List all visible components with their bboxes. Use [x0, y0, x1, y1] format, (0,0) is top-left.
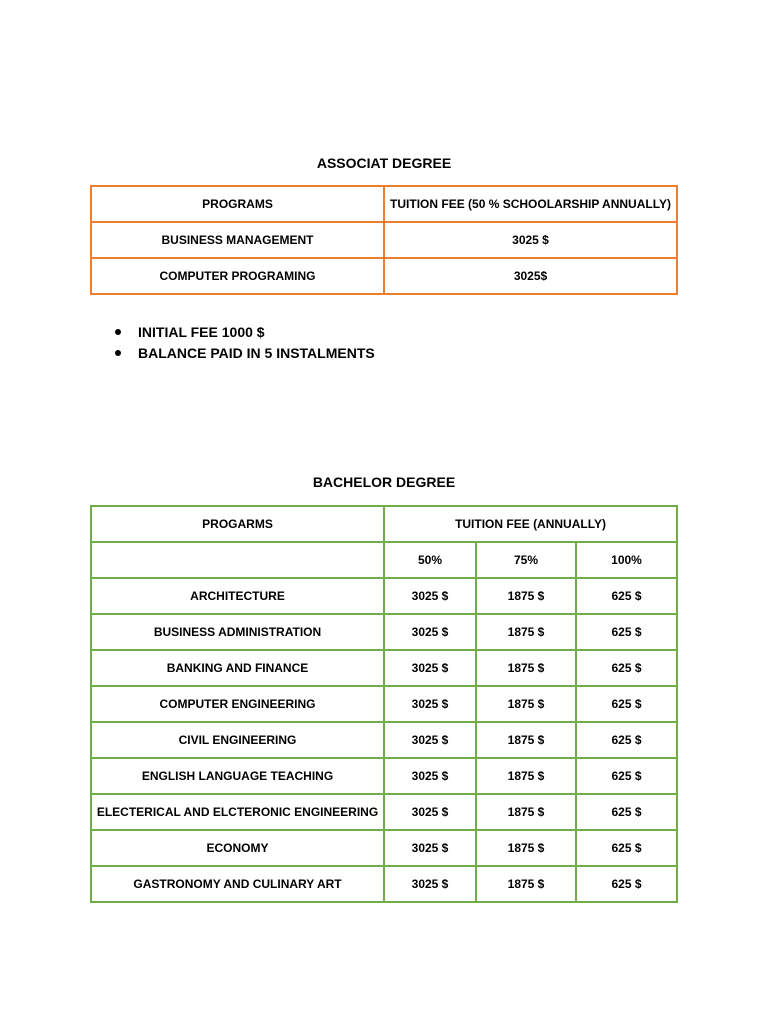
list-item [115, 322, 375, 343]
fee-50-percent: 3025 $ [384, 686, 476, 722]
table-header-row [91, 506, 677, 542]
table-row [91, 222, 677, 258]
header-programs: PROGARMS [91, 506, 384, 542]
table-row [91, 866, 677, 902]
program-name: COMPUTER ENGINEERING [91, 686, 384, 722]
scholarship-levels-row [91, 542, 677, 578]
fee-75-percent: 1875 $ [476, 578, 576, 614]
fee-75-percent: 1875 $ [476, 758, 576, 794]
fee-100-percent: 625 $ [576, 794, 677, 830]
program-name: ENGLISH LANGUAGE TEACHING [91, 758, 384, 794]
fee-100-percent: 625 $ [576, 758, 677, 794]
scholarship-level: 100% [576, 542, 677, 578]
header-tuition-fee: TUITION FEE (ANNUALLY) [384, 506, 677, 542]
fee-100-percent: 625 $ [576, 578, 677, 614]
fee-75-percent: 1875 $ [476, 794, 576, 830]
fee-100-percent: 625 $ [576, 614, 677, 650]
scholarship-level: 75% [476, 542, 576, 578]
fee-100-percent: 625 $ [576, 722, 677, 758]
table-row [91, 578, 677, 614]
table-row [91, 614, 677, 650]
program-name: COMPUTER PROGRAMING [91, 258, 384, 294]
bachelor-degree-title: BACHELOR DEGREE [312, 474, 456, 490]
table-row [91, 258, 677, 294]
associate-fee-table [90, 185, 678, 295]
associate-degree-title: ASSOCIAT DEGREE [316, 155, 452, 171]
fee-value: 3025$ [384, 258, 677, 294]
program-name: GASTRONOMY AND CULINARY ART [91, 866, 384, 902]
fee-100-percent: 625 $ [576, 650, 677, 686]
fee-100-percent: 625 $ [576, 866, 677, 902]
fee-50-percent: 3025 $ [384, 578, 476, 614]
program-name: BANKING AND FINANCE [91, 650, 384, 686]
fee-75-percent: 1875 $ [476, 866, 576, 902]
scholarship-level: 50% [384, 542, 476, 578]
bullet-icon [115, 350, 121, 356]
list-item [115, 343, 375, 364]
program-name: CIVIL ENGINEERING [91, 722, 384, 758]
fee-75-percent: 1875 $ [476, 686, 576, 722]
table-row [91, 686, 677, 722]
table-row [91, 830, 677, 866]
header-programs: PROGRAMS [91, 186, 384, 222]
fee-100-percent: 625 $ [576, 830, 677, 866]
table-header-row [91, 186, 677, 222]
table-row [91, 794, 677, 830]
note-text: BALANCE PAID IN 5 INSTALMENTS [138, 345, 375, 361]
program-name: BUSINESS MANAGEMENT [91, 222, 384, 258]
program-name: ELECTERICAL AND ELCTERONIC ENGINEERING [91, 794, 384, 830]
fee-50-percent: 3025 $ [384, 722, 476, 758]
fee-50-percent: 3025 $ [384, 650, 476, 686]
associate-notes-list [115, 322, 375, 364]
fee-50-percent: 3025 $ [384, 614, 476, 650]
bullet-icon [115, 329, 121, 335]
fee-100-percent: 625 $ [576, 686, 677, 722]
table-row [91, 758, 677, 794]
note-text: INITIAL FEE 1000 $ [138, 324, 265, 340]
bachelor-fee-table [90, 505, 678, 903]
header-tuition-fee: TUITION FEE (50 % SCHOOLARSHIP ANNUALLY) [384, 186, 677, 222]
fee-75-percent: 1875 $ [476, 830, 576, 866]
fee-75-percent: 1875 $ [476, 722, 576, 758]
program-name: ARCHITECTURE [91, 578, 384, 614]
fee-value: 3025 $ [384, 222, 677, 258]
empty-cell [91, 542, 384, 578]
table-row [91, 650, 677, 686]
fee-50-percent: 3025 $ [384, 794, 476, 830]
program-name: ECONOMY [91, 830, 384, 866]
fee-50-percent: 3025 $ [384, 830, 476, 866]
program-name: BUSINESS ADMINISTRATION [91, 614, 384, 650]
table-row [91, 722, 677, 758]
fee-75-percent: 1875 $ [476, 614, 576, 650]
fee-50-percent: 3025 $ [384, 758, 476, 794]
fee-50-percent: 3025 $ [384, 866, 476, 902]
fee-75-percent: 1875 $ [476, 650, 576, 686]
